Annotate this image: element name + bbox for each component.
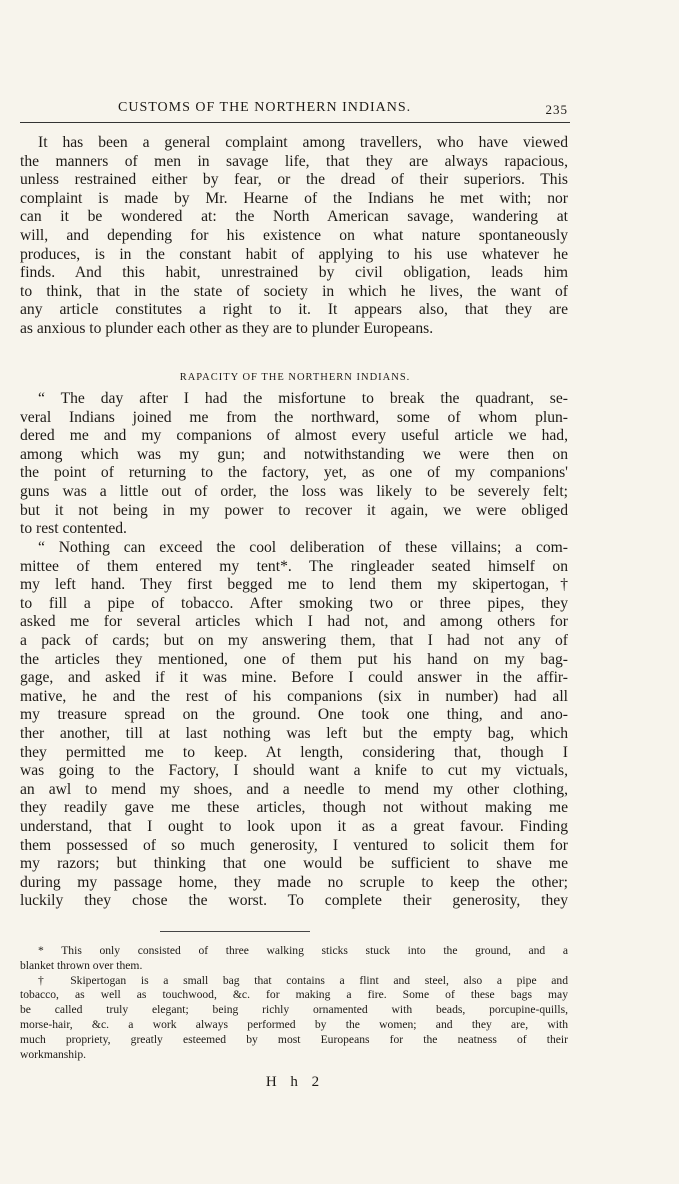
text-line: ther another, till at last nothing was left but the empty bag, which — [20, 724, 568, 742]
text-line: gage, and asked if it was mine. Before I could answer in the affir- — [20, 669, 568, 687]
text-line: they permitted me to keep. At length, considering that, though I — [20, 743, 568, 761]
text-line: produces, is in the constant habit of applying to his use whatever he — [20, 245, 568, 263]
running-header — [118, 98, 568, 120]
text-line: they readily gave me these articles, though not without making me — [20, 799, 568, 817]
section-heading: RAPACITY OF THE NORTHERN INDIANS. — [179, 372, 411, 383]
footnote-line: morse-hair, &c. a work always performed by the women; and they are, with — [20, 1017, 568, 1031]
text-line: any article constitutes a right to it. It appears also, that they are — [20, 301, 568, 319]
text-line: complaint is made by Mr. Hearne of the Indians he met with; nor — [20, 189, 568, 207]
text-line: to rest contented. — [20, 520, 127, 538]
text-line: understand, that I ought to look upon it as a great favour. Finding — [20, 817, 568, 835]
text-line: It has been a general complaint among travellers, who have viewed — [38, 134, 568, 151]
text-line: my razors; but thinking that one would be sufficient to shave me — [20, 855, 568, 873]
text-line: to fill a pipe of tobacco. After smoking two or three pipes, they — [20, 594, 568, 612]
text-line: veral Indians joined me from the northward, some of whom plun- — [20, 408, 568, 426]
text-line: finds. And this habit, unrestrained by civil obligation, leads him — [20, 264, 568, 282]
footnote-line: tobacco, as well as touchwood, &c. for making a fire. Some of these bags may — [20, 988, 568, 1002]
intro-paragraph — [20, 134, 568, 339]
text-line: will, and depending for his existence on what nature spontaneously — [20, 226, 568, 244]
page-number: 235 — [545, 102, 568, 117]
running-title: CUSTOMS OF THE NORTHERN INDIANS. — [118, 100, 412, 115]
text-line: my left hand. They first begged me to lend them my skipertogan,† — [20, 576, 568, 594]
text-line: the manners of men in savage life, that they are always rapacious, — [20, 152, 568, 170]
text-line: can it be wondered at: the North American savage, wandering at — [20, 208, 568, 226]
text-line: mative, he and the rest of his companions (six in number) had all — [20, 687, 568, 705]
footnotes — [20, 944, 568, 1062]
text-line: as anxious to plunder each other as they are to plunder Europeans. — [20, 319, 434, 337]
text-line: “ The day after I had the misfortune to break the quadrant, se- — [38, 390, 568, 407]
footnote-line: workmanship. — [20, 1047, 87, 1061]
text-line: unless restrained either by fear, or the dread of their superiors. This — [20, 171, 568, 189]
narrative-paragraph-1 — [20, 390, 568, 539]
footnote-line: blanket thrown over them. — [20, 958, 143, 972]
text-line: the articles they mentioned, one of them put his hand on my bag- — [20, 650, 568, 668]
text-line: them possessed of so much generosity, I ventured to solicit them for — [20, 836, 568, 854]
text-line: mittee of them entered my tent*. The ringleader seated himself on — [20, 557, 568, 575]
text-line: guns was a little out of order, the loss was likely to be severely felt; — [20, 482, 568, 500]
text-line: dered me and my companions of almost every useful article we had, — [20, 427, 568, 445]
text-line: asked me for several articles which I had not, and among others for — [20, 613, 568, 631]
text-line: “ Nothing can exceed the cool deliberation of these villains; a com- — [38, 539, 568, 556]
text-line: a pack of cards; but on my answering them, that I had not any of — [20, 631, 568, 649]
footnote-line: † Skipertogan is a small bag that contains a flint and steel, also a pipe and — [38, 973, 568, 987]
text-line: among which was my gun; and notwithstanding we were then on — [20, 445, 568, 463]
text-line: the point of returning to the factory, yet, as one of my companions' — [20, 464, 568, 482]
footnote-rule — [160, 931, 310, 932]
text-line: my treasure spread on the ground. One took one thing, and ano- — [20, 706, 568, 724]
text-line: was going to the Factory, I should want a knife to cut my victuals, — [20, 762, 568, 780]
footnote-line: * This only consisted of three walking sticks stuck into the ground, and a — [38, 944, 568, 957]
text-line: an awl to mend my shoes, and a needle to mend my other clothing, — [20, 780, 568, 798]
footnote-line: much propriety, greatly esteemed by most Europeans for the neatness of their — [20, 1032, 568, 1046]
text-line: to think, that in the state of society in which he lives, the want of — [20, 282, 568, 300]
header-rule — [20, 122, 570, 123]
text-line: during my passage home, they made no scruple to keep the other; — [20, 873, 568, 891]
signature-mark: H h 2 — [265, 1074, 325, 1090]
footnote-line: be called truly elegant; being richly ornamented with beads, porcupine-quills, — [20, 1003, 568, 1017]
text-line: but it not being in my power to recover it again, we were obliged — [20, 501, 568, 519]
narrative-paragraph-2 — [20, 539, 568, 911]
text-line: luckily they chose the worst. To complete their generosity, they — [20, 892, 568, 910]
